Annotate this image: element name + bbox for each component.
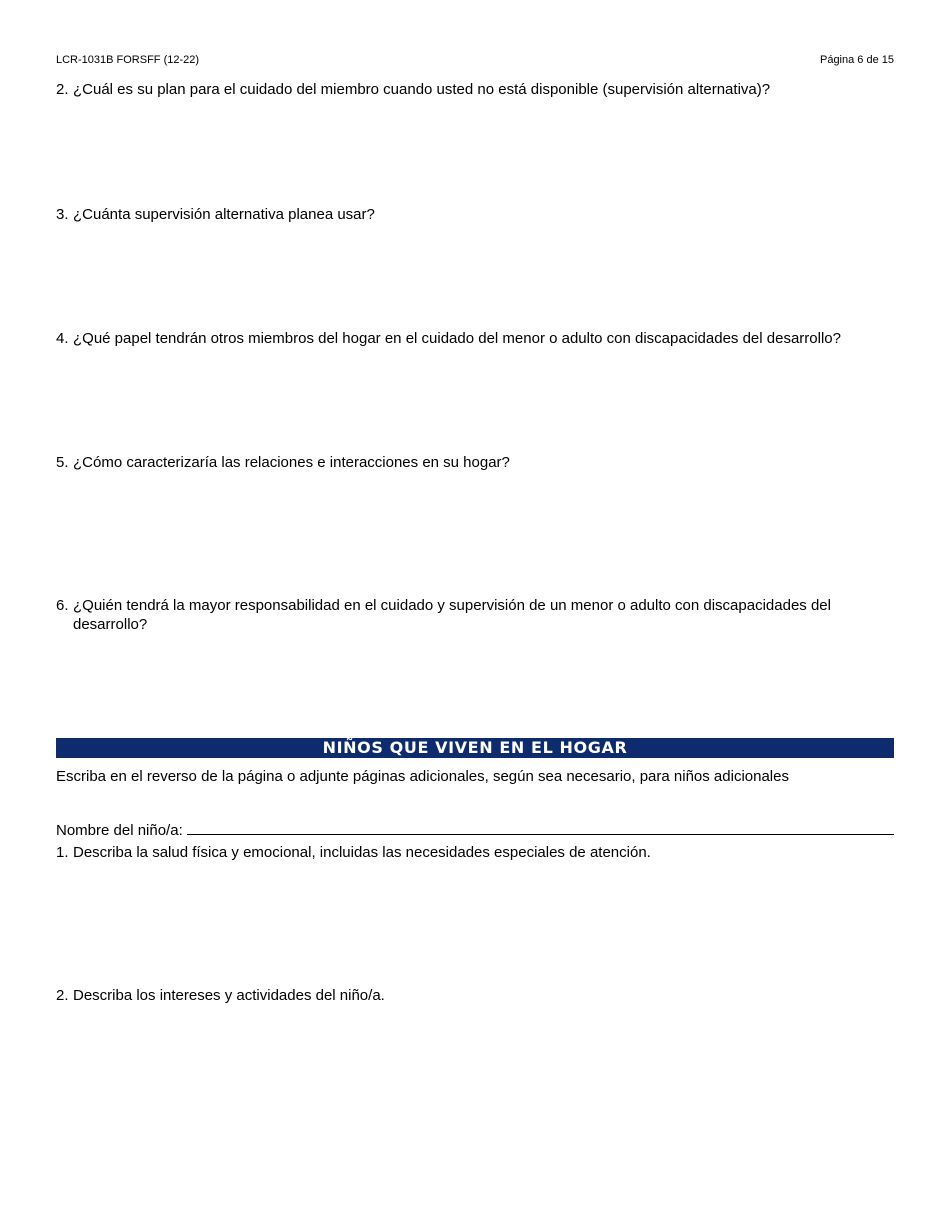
- section-banner-children: NIÑOS QUE VIVEN EN EL HOGAR: [56, 738, 894, 758]
- question-4: [56, 329, 894, 348]
- question-5: [56, 453, 894, 472]
- page-number: Página 6 de 15: [819, 54, 894, 66]
- question-text: ¿Qué papel tendrán otros miembros del hogar en el cuidado del menor o adulto con discapacidades del desarrollo?: [73, 330, 841, 347]
- question-text: ¿Cuál es su plan para el cuidado del miembro cuando usted no está disponible (supervisión alternativa)?: [73, 81, 771, 98]
- question-number: 2.: [56, 987, 69, 1004]
- question-text: Describa los intereses y actividades del niño/a.: [73, 987, 385, 1004]
- question-text: ¿Cuánta supervisión alternativa planea usar?: [73, 206, 375, 223]
- section-instruction: Escriba en el reverso de la página o adjunte páginas adicionales, según sea necesario, para niños adicionales: [56, 768, 789, 785]
- question-number: 2.: [56, 81, 69, 98]
- question-number: 6.: [56, 597, 69, 614]
- question-number: 5.: [56, 454, 69, 471]
- child-name-row: [56, 820, 894, 840]
- child-name-field[interactable]: [187, 820, 894, 835]
- question-number: 1.: [56, 844, 69, 861]
- question-text: ¿Quién tendrá la mayor responsabilidad en el cuidado y supervisión de un menor o adulto con discapacidades del desarrollo?: [73, 597, 831, 633]
- question-text: ¿Cómo caracterizaría las relaciones e interacciones en su hogar?: [73, 454, 510, 471]
- child-name-label: Nombre del niño/a:: [56, 822, 183, 839]
- child-question-2: [56, 986, 894, 1005]
- question-6: [56, 596, 894, 634]
- child-question-1: [56, 843, 894, 862]
- question-text: Describa la salud física y emocional, incluidas las necesidades especiales de atención.: [73, 844, 651, 861]
- question-3: [56, 205, 894, 224]
- question-number: 3.: [56, 206, 69, 223]
- page-header-form-id: LCR-1031B FORSFF (12-22): [56, 54, 200, 66]
- question-2: [56, 80, 894, 99]
- question-number: 4.: [56, 330, 69, 347]
